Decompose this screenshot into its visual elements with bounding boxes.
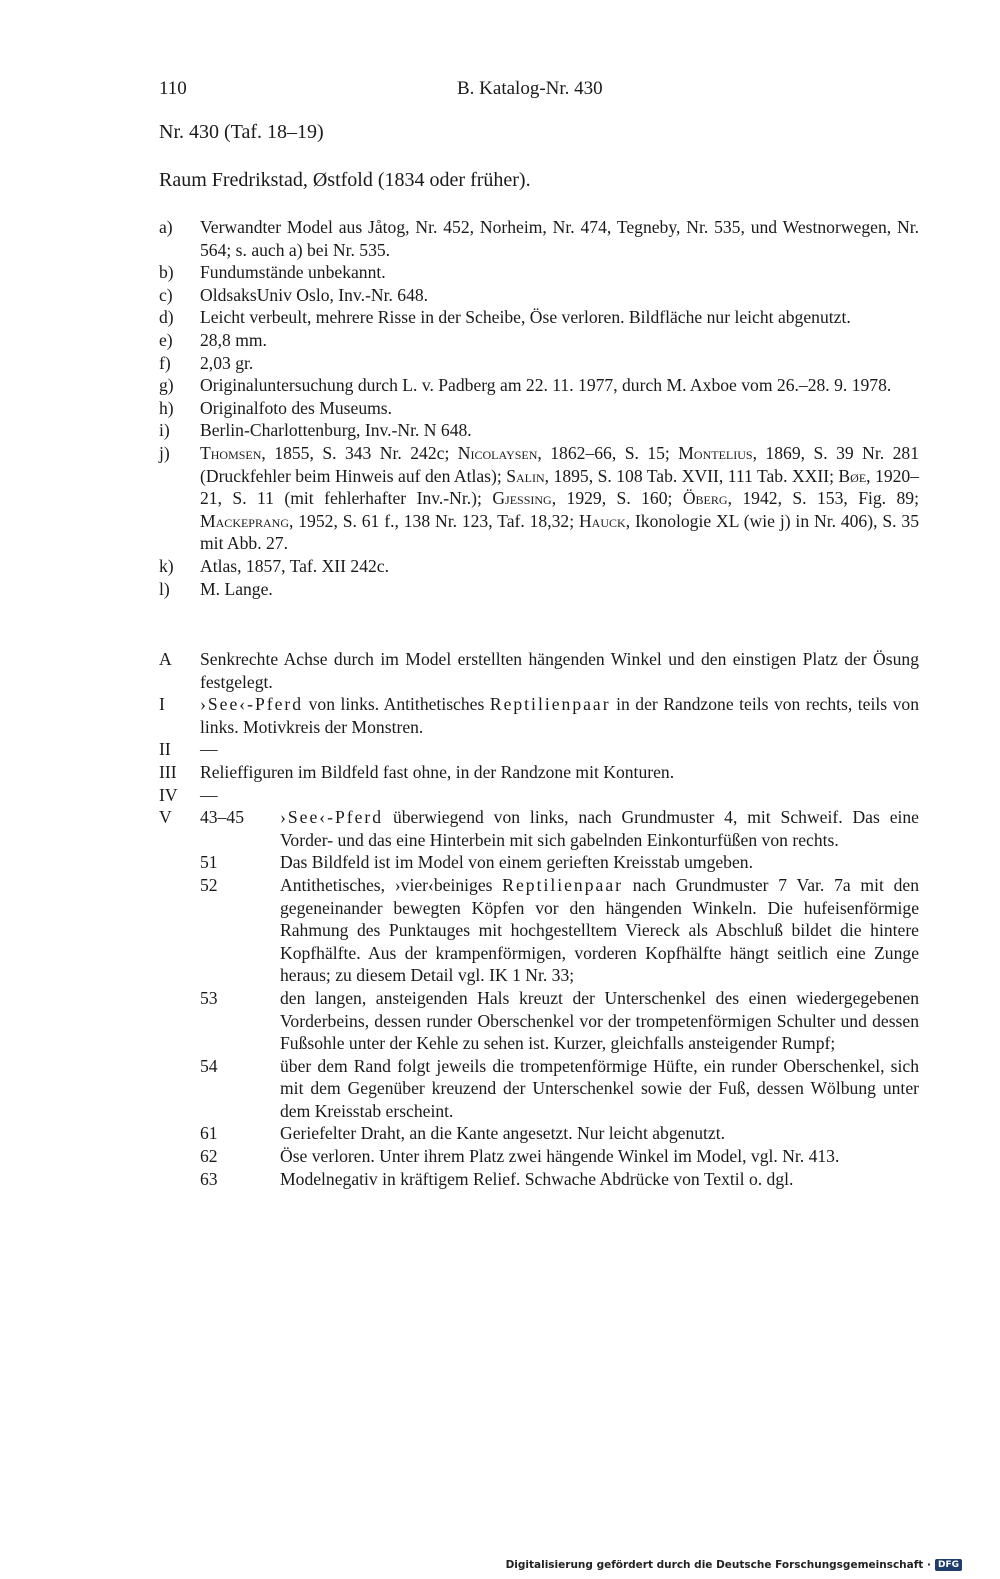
author: Nicolaysen [457,442,538,463]
field-text: Öse verloren. Unter ihrem Platz zwei hängende Winkel im Model, vgl. Nr. 413. [280,1146,840,1167]
footer-text: Digitalisierung gefördert durch die Deutsche Forschungsgemeinschaft · [505,1559,931,1571]
item-key: c) [159,284,173,305]
dfg-logo: DFG [935,1559,962,1571]
list-item [159,419,919,442]
blank [159,1055,200,1123]
ref: , 1895, S. 108 Tab. XVII, 111 Tab. XXII; [544,465,839,486]
literature-text [200,442,919,555]
section-i [159,693,919,738]
entry-title: Nr. 430 (Taf. 18–19) [159,121,324,143]
ref: , 1942, S. 153, Fig. 89; [727,488,919,509]
field-number: 43–45 [200,807,244,828]
running-title: B. Katalog-Nr. 430 [457,78,603,99]
section-v-row [159,806,919,851]
blank [159,851,200,874]
item-text: Atlas, 1857, Taf. XII 242c. [200,555,390,576]
section-key: A [159,649,172,669]
author: Bøe [838,465,867,486]
list-item [159,352,919,375]
page-number: 110 [159,78,187,99]
ref: , 1929, S. 160; [551,488,683,509]
digitization-footer [506,1559,962,1571]
item-key: l) [159,578,170,599]
section-key: III [159,761,177,782]
author: Montelius [678,442,753,463]
ref: , 1855, S. 343 Nr. 242c; [261,442,458,463]
text: in der Randzone teils von rechts, teils von links. Motivkreis der Monstren. [200,694,919,737]
text: überwiegend von links, nach Grundmuster 4, mit Schweif. Das eine Vorder- und das eine Hinterbein mit sich gabelnden Einkonturfüßen von rechts. [280,807,919,850]
field-text [280,874,919,987]
ref: , Ikonologie XL (wie j) in Nr. 406), S. 35 mit Abb. 27. [200,510,919,554]
item-text: Fundumstände unbekannt. [200,262,386,283]
list-item [159,397,919,420]
field-text: den langen, ansteigenden Hals kreuzt der Unterschenkel des einen wiedergegebenen Vorderbeins, dessen runder Oberschenkel vor der trompetenförmigen Schulter und dessen Fußsohle unter der Kehle zu sehen ist. Kurzer, gleichfalls ansteigender Rumpf; [280,987,919,1054]
item-key: k) [159,555,174,576]
list-item [159,216,919,261]
item-key: e) [159,329,173,350]
text: Antithetisches, ›vier‹beiniges [280,874,503,895]
section-v-row [159,1145,919,1168]
author: Öberg [682,488,728,509]
author: Salin [506,465,545,486]
spaced-term: Reptilienpaar [502,874,624,895]
list-item [159,374,919,397]
ref: , 1869, S. 39 Nr. 281 (Druckfehler beim Hinweis auf den Atlas); [200,442,919,486]
blank [159,1122,200,1145]
section-v-row [159,1055,919,1123]
section-iii [159,761,919,784]
item-key: g) [159,375,174,396]
field-number: 54 [200,1055,218,1076]
spaced-term: Reptilienpaar [489,694,611,715]
blank [159,1168,200,1191]
section-iv [159,784,919,807]
ref: , 1862–66, S. 15; [537,442,679,463]
spaced-term: ›See‹-Pferd [280,807,384,828]
item-key: h) [159,397,174,418]
item-text: Originaluntersuchung durch L. v. Padberg am 22. 11. 1977, durch M. Axboe vom 26.–28. 9. 1978. [200,375,892,396]
section-v-row [159,874,919,987]
item-text: M. Lange. [200,578,273,599]
field-number: 51 [200,852,218,873]
list-item [159,329,919,352]
item-key: f) [159,352,171,373]
author: Thomsen [200,442,262,463]
section-a [159,648,919,693]
section-key: II [159,739,171,760]
item-text: OldsaksUniv Oslo, Inv.-Nr. 648. [200,284,429,305]
list-item [159,284,919,307]
item-text: 2,03 gr. [200,352,254,373]
field-number: 63 [200,1168,218,1189]
author: Hauck [578,510,626,531]
section-key: V [159,807,172,828]
ref: , 1952, S. 61 f., 138 Nr. 123, Taf. 18,32; [289,510,579,531]
find-locality: Raum Fredrikstad, Østfold (1834 oder früher). [159,169,531,191]
item-text: 28,8 mm. [200,329,267,350]
description-sections [159,648,919,1190]
item-key: a) [159,217,173,237]
item-key: i) [159,420,170,441]
spaced-term: ›See‹-Pferd [200,694,304,715]
section-key: IV [159,784,178,805]
author: Mackeprang [200,510,289,531]
section-text: Relieffiguren im Bildfeld fast ohne, in der Randzone mit Konturen. [200,761,675,782]
item-key: d) [159,307,174,328]
ref: , 1920–21, S. 11 (mit fehlerhafter Inv.-Nr.); [200,465,919,509]
list-item [159,555,919,578]
section-key: I [159,694,165,715]
field-text: Das Bildfeld ist im Model von einem gerieften Kreisstab umgeben. [280,852,753,873]
list-item [159,261,919,284]
field-number: 52 [200,874,218,895]
blank [159,1145,200,1168]
section-text: — [200,739,218,760]
section-v-row [159,987,919,1055]
list-item [159,578,919,601]
field-number: 53 [200,987,218,1008]
field-text: Geriefelter Draht, an die Kante angesetzt. Nur leicht abgenutzt. [280,1123,726,1144]
item-key: b) [159,262,174,283]
section-text: Senkrechte Achse durch im Model erstellten hängenden Winkel und den einstigen Platz der Ösung festgelegt. [200,649,919,692]
blank [159,874,200,987]
list-item-literature [159,442,919,555]
field-text: Modelnegativ in kräftigem Relief. Schwache Abdrücke von Textil o. dgl. [280,1168,794,1189]
section-text [200,693,919,738]
author: Gjessing [492,488,552,509]
section-v-row [159,1168,919,1191]
section-v-row [159,851,919,874]
field-number: 62 [200,1146,218,1167]
blank [159,987,200,1055]
item-key: j) [159,442,170,463]
text: von links. Antithetisches [303,694,490,715]
text: nach Grundmuster 7 Var. 7a mit den gegeneinander bewegten Köpfen vor den hängenden Winkeln. Die hufeisenförmige Rahmung des Punktauges mit hochgestelltem Viereck als Abschluß bildet die hintere Kopfhälfte. Aus der krampenförmigen, vorderen Kopfhälfte hängt seitlich eine Zunge heraus; zu diesem Detail vgl. IK 1 Nr. 33; [280,874,920,986]
metadata-list [159,216,919,600]
field-text: über dem Rand folgt jeweils die trompetenförmige Hüfte, ein runder Oberschenkel, sich mit dem Gegenüber kreuzend der Unterschenkel sowie der Fuß, dessen Wölbung unter dem Kreisstab erscheint. [280,1055,919,1121]
field-text [280,806,919,851]
section-v-row [159,1122,919,1145]
item-text: Berlin-Charlottenburg, Inv.-Nr. N 648. [200,420,472,441]
list-item [159,306,919,329]
section-ii [159,738,919,761]
item-text: Originalfoto des Museums. [200,397,393,418]
section-text: — [200,784,218,805]
item-text: Leicht verbeult, mehrere Risse in der Scheibe, Öse verloren. Bildfläche nur leicht abgenutzt. [200,307,851,328]
item-text: Verwandter Model aus Jåtog, Nr. 452, Norheim, Nr. 474, Tegneby, Nr. 535, und Westnorwegen, Nr. 564; s. auch a) bei Nr. 535. [200,217,919,260]
field-number: 61 [200,1123,218,1144]
